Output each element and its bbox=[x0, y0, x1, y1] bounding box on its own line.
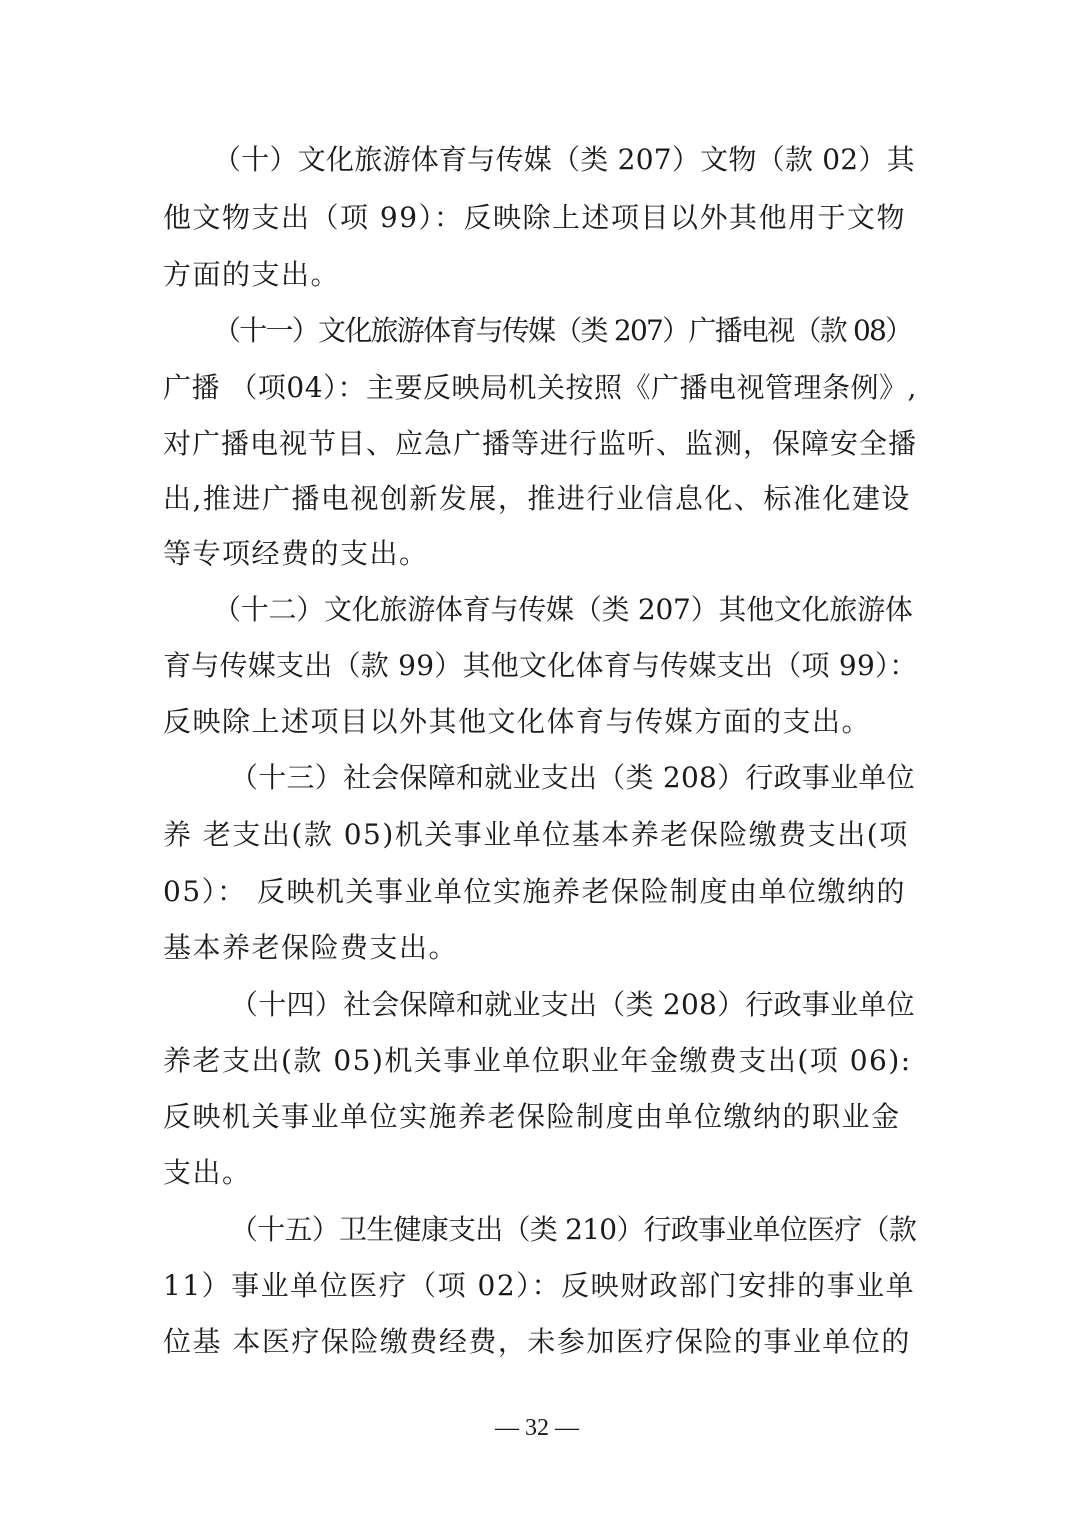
paragraph-2-line-4: 出,推进广播电视创新发展，推进行业信息化、标准化建设 bbox=[163, 482, 911, 515]
paragraph-5-line-4: 支出。 bbox=[163, 1156, 252, 1189]
paragraph-2-line-2: 广播 （项04）：主要反映局机关按照《广播电视管理条例》, bbox=[163, 371, 917, 404]
paragraph-4-line-2: 养 老支出(款 05)机关事业单位基本养老保险缴费支出(项 bbox=[163, 818, 909, 851]
page-number: — 32 — bbox=[495, 1415, 579, 1441]
paragraph-5-line-2: 养老支出(款 05)机关事业单位职业年金缴费支出(项 06): bbox=[163, 1044, 912, 1077]
paragraph-3-line-1: （十二）文化旅游体育与传媒（类 207）其他文化旅游体 bbox=[213, 593, 913, 626]
paragraph-4-line-4: 基本养老保险费支出。 bbox=[163, 931, 459, 964]
paragraph-6-line-3: 位基 本医疗保险缴费经费，未参加医疗保险的事业单位的 bbox=[163, 1325, 911, 1358]
paragraph-3-line-2: 育与传媒支出（款 99）其他文化体育与传媒支出（项 99）： bbox=[163, 649, 918, 682]
paragraph-4-line-3: 05）： 反映机关事业单位实施养老保险制度由单位缴纳的 bbox=[163, 875, 907, 908]
paragraph-1-line-2: 他文物支出（项 99）：反映除上述项目以外其他用于文物 bbox=[163, 201, 907, 234]
paragraph-5-line-3: 反映机关事业单位实施养老保险制度由单位缴纳的职业金 bbox=[163, 1100, 901, 1133]
paragraph-1-line-1: （十）文化旅游体育与传媒（类 207）文物（款 02）其 bbox=[213, 143, 915, 176]
paragraph-3-line-3: 反映除上述项目以外其他文化体育与传媒方面的支出。 bbox=[163, 705, 872, 738]
paragraph-4-line-1: （十三）社会保障和就业支出（类 208）行政事业单位 bbox=[230, 761, 915, 794]
paragraph-2-line-1: （十一）文化旅游体育与传媒（类 207）广播电视（款 08） bbox=[213, 314, 912, 347]
paragraph-6-line-1: （十五）卫生健康支出（类 210）行政事业单位医疗（款 bbox=[230, 1213, 917, 1246]
paragraph-6-line-2: 11）事业单位医疗（项 02）：反映财政部门安排的事业单 bbox=[163, 1269, 916, 1302]
paragraph-2-line-5: 等专项经费的支出。 bbox=[163, 537, 429, 570]
paragraph-1-line-3: 方面的支出。 bbox=[163, 258, 341, 291]
paragraph-2-line-3: 对广播电视节目、应急广播等进行监听、监测，保障安全播 bbox=[163, 427, 918, 460]
paragraph-5-line-1: （十四）社会保障和就业支出（类 208）行政事业单位 bbox=[230, 988, 915, 1021]
